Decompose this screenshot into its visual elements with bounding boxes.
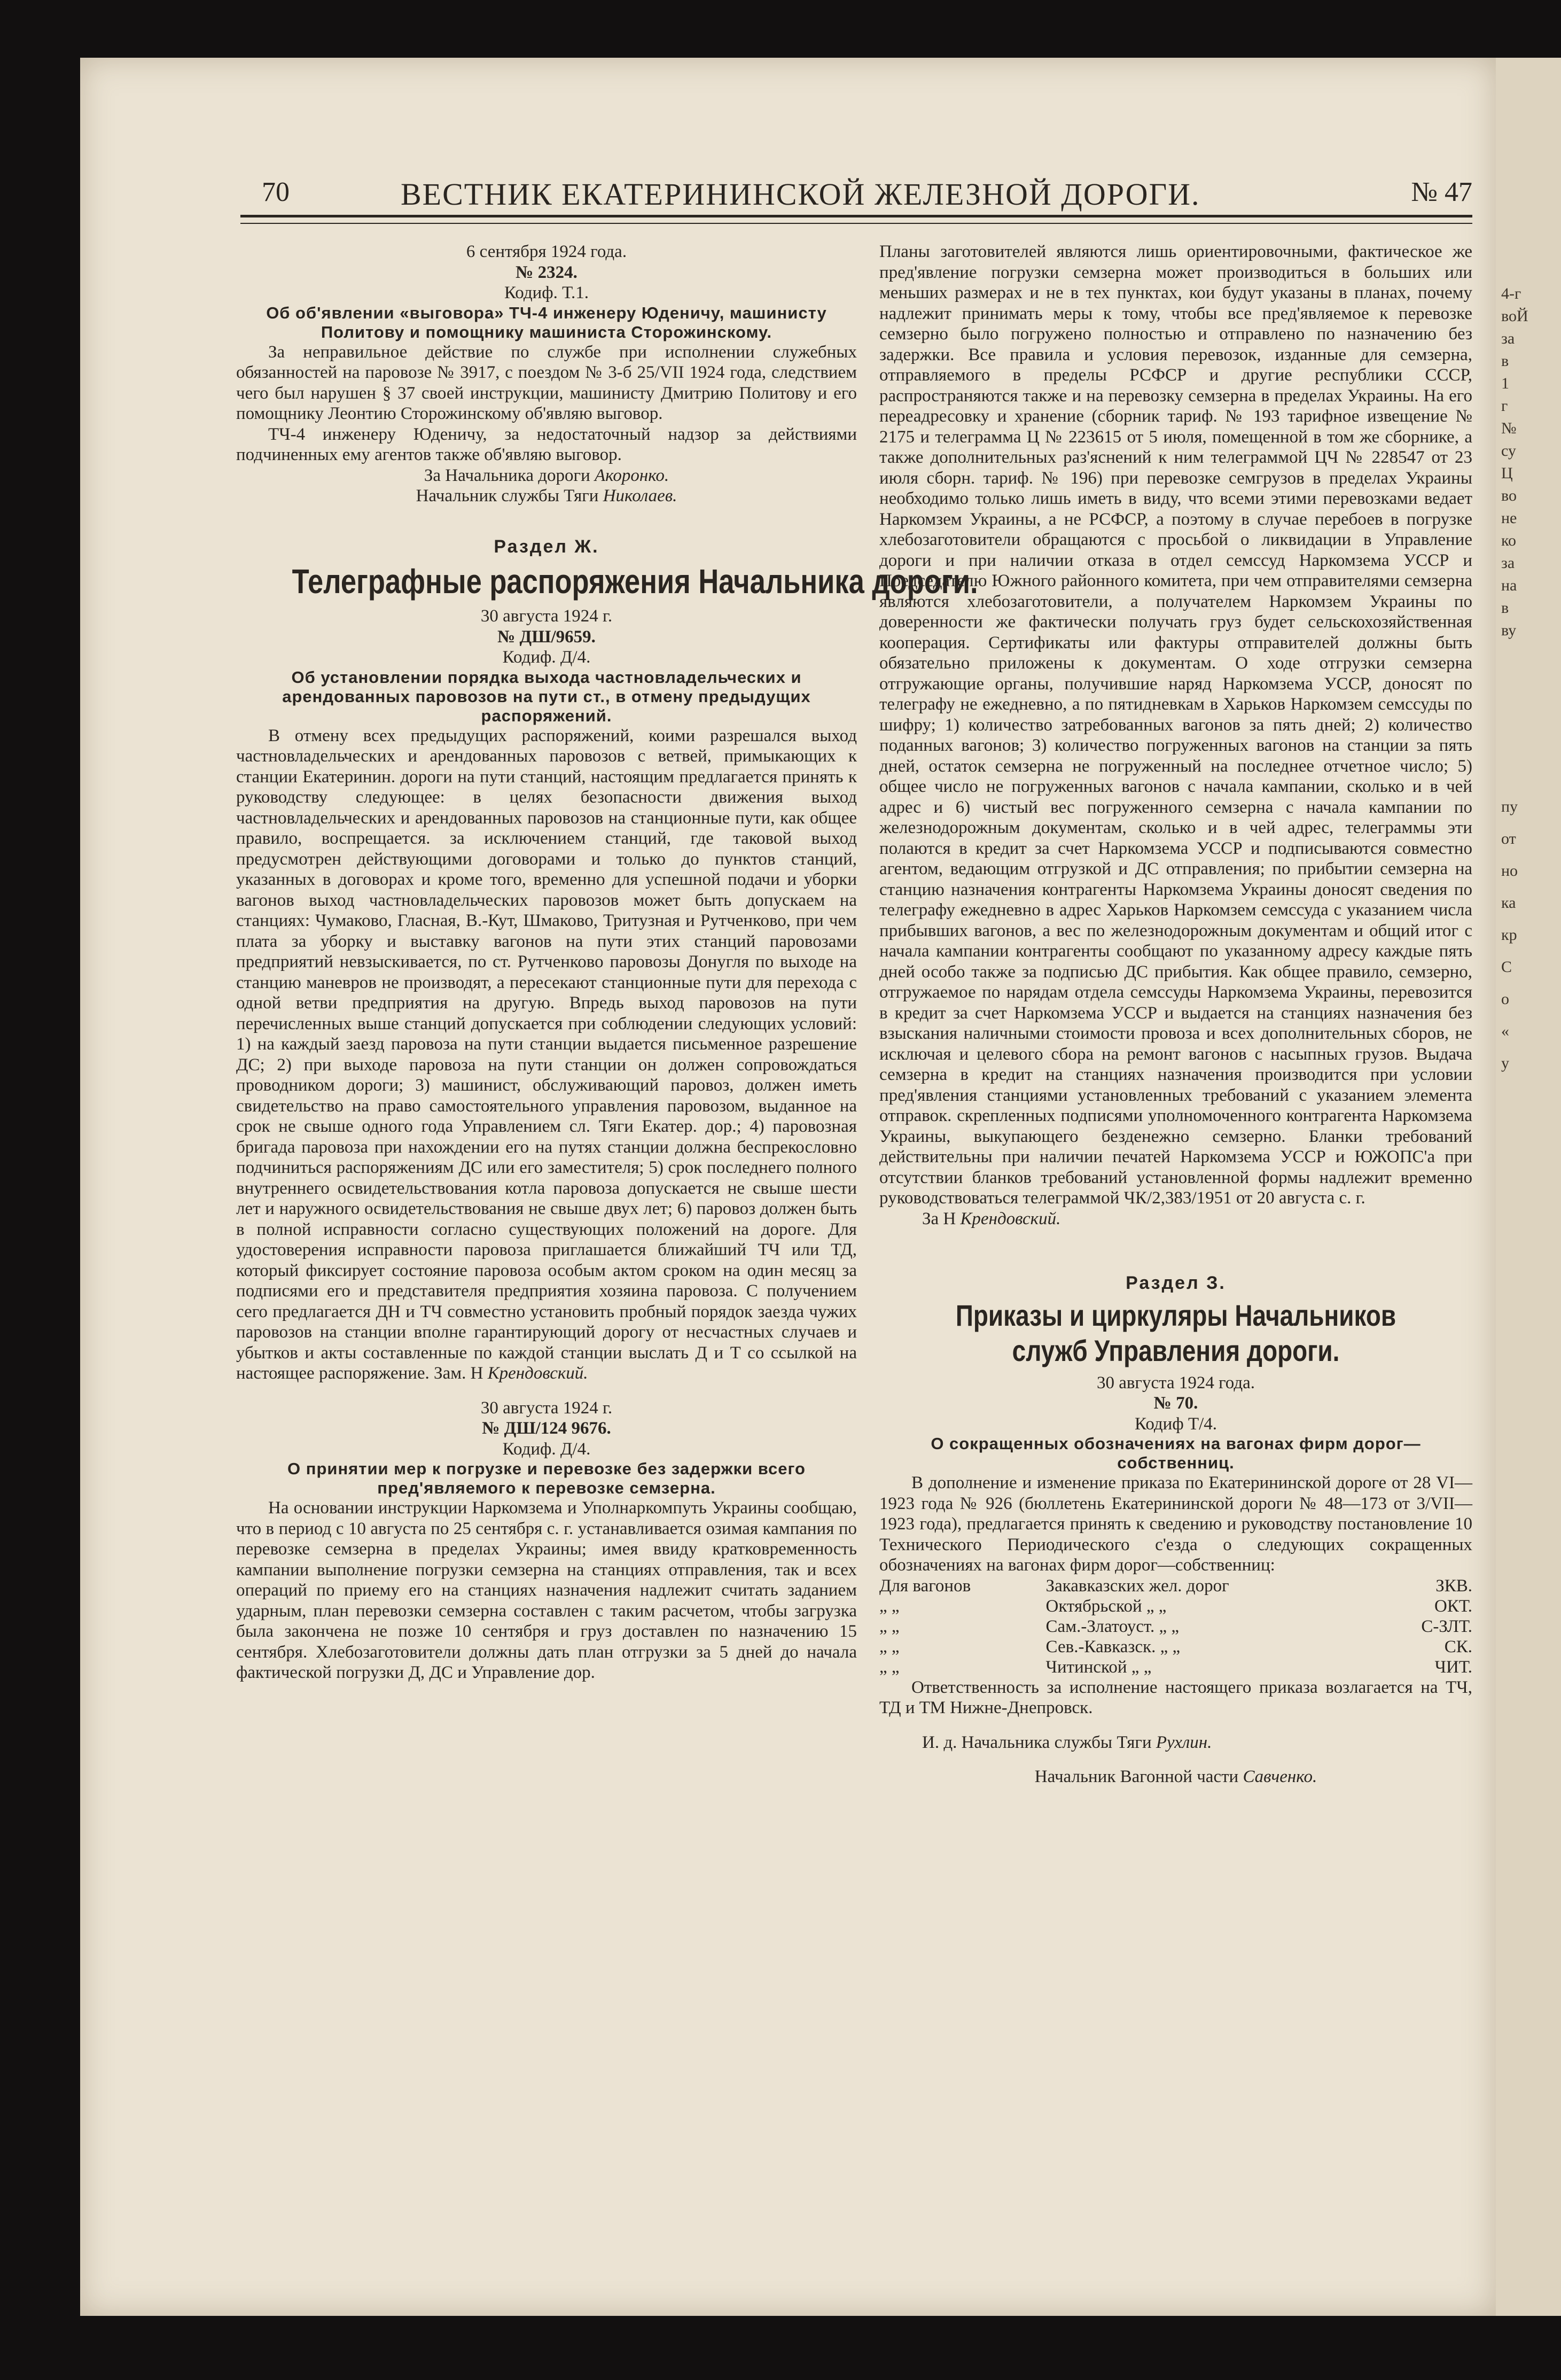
code-row-railway: Закавказских жел. дорог [1045, 1576, 1229, 1596]
order-date: 30 августа 1924 года. [1096, 1373, 1255, 1393]
adjacent-page-text: о [1501, 990, 1509, 1008]
order-codif: Кодиф. Т.1. [504, 283, 589, 302]
adjacent-page-text: за [1501, 330, 1515, 347]
code-row-abbreviation: ЧИТ. [1434, 1657, 1472, 1677]
code-row-prefix: „ „ [879, 1596, 900, 1616]
order-title: Об об'явлении «выговора» ТЧ-4 инженеру Юденичу, машинисту Политову и помощнику машиниста Сторожинскому. [266, 303, 827, 341]
section-label: Раздел Ж. [494, 536, 599, 557]
order-codif: Кодиф. Д/4. [502, 1439, 591, 1459]
order-number: № 70. [1153, 1394, 1198, 1413]
order-paragraph: Ответственность за исполнение настоящего приказа возлагается на ТЧ, ТД и ТМ Нижне-Днепровск. [879, 1677, 1472, 1717]
adjacent-page-text: на [1501, 577, 1517, 594]
order-date: 6 сентября 1924 года. [466, 242, 627, 261]
signature-line: И. д. Начальника службы Тяги Рухлин. [922, 1732, 1212, 1752]
signature-name: Крендовский. [960, 1209, 1061, 1228]
adjacent-page-text: 1 [1501, 375, 1509, 392]
adjacent-page-text: не [1501, 509, 1517, 527]
adjacent-page-text: ко [1501, 532, 1517, 549]
adjacent-page-text: г [1501, 397, 1508, 415]
adjacent-page-text: су [1501, 442, 1516, 460]
signature-name: Акоронко. [594, 465, 669, 485]
code-row-abbreviation: ЗКВ. [1435, 1576, 1472, 1596]
code-row-prefix: „ „ [879, 1637, 900, 1656]
code-row [879, 1616, 1472, 1637]
issue-number: № 47 [1411, 177, 1472, 207]
page-header [262, 176, 1472, 212]
adjacent-page-text: пу [1501, 798, 1518, 815]
code-row-railway: Сев.-Кавказск. „ „ [1045, 1637, 1181, 1656]
adjacent-page-text: у [1501, 1054, 1509, 1072]
code-row [879, 1637, 1472, 1657]
section-heading: Приказы и циркуляры Начальников служб Управления дороги. [955, 1298, 1396, 1367]
adjacent-page-text: в [1501, 599, 1509, 617]
adjacent-page-text: 4-г [1501, 285, 1521, 302]
order-body: В отмену всех предыдущих распоряжений, коими разрешался выход частновладельческих и арендованных паровозов с ветвей, примыкающих к станции Екатеринин. дороги на пути станций, настоящим предлагается принять к руководству следующее: в целях безопасности движения выход частновладельческих и арендованных паровозов на станционные пути, как общее правило, воспрещается. за исключением станций, где таковой выход предусмотрен действующими договорами и только до пунктов станций, указанных в договорах и кроме того, временно для успешной подачи и уборки вагонов выход частновладельческих паровозов может быть допускаем на станциях: Чумаково, Гласная, В.-Кут, Шмаково, Тритузная и Рутченково, при чем плата за уборку и выставку вагонов на пути этих станций паровозами предприятий невзыскивается, по ст. Рутченково паровозы Донугля по выходе на станцию маневров не производят, а пересекают станционные пути для перехода с одной ветви предприятия на другую. Впредь выход паровозов на пути перечисленных выше станций допускается при соблюдении следующих условий: 1) на каждый заезд паровоза на пути станции выдается письменное разрешение ДС; 2) при выходе паровоза на пути станции он должен сопровождаться проводником дороги; 3) машинист, обслуживающий паровоз, должен иметь свидетельство на право самостоятельного управления паровозом, выданное на срок не свыше одного года Управлением сл. Тяги Екатер. дор.; 4) паровозная бригада паровоза при нахождении его на путях станции должна беспрекословно подчиниться распоряжениям ДС или его заместителя; 5) срок последнего полного внутреннего освидетельствования котла паровоза допускается не свыше шести лет и наружного освидетельствования не свыше двух лет; 6) паровоз должен быть в полной исправности согласно существующих положений на дороге. Для удостоверения исправности паровоза приглашается ближайший ТЧ или ТД, который фиксирует состояние паровоза особым актом сроком на один месяц за подписями его и представителя предприятия хозяина паровоза. С получением сего предлагается ДН и ТЧ совместно установить пробный порядок заезда чужих паровозов на станции вполне гарантирующий дорогу от несчастных случаев и убытков и акты составленные по каждой станции выслать Д и Т со ссылкой на настоящее распоряжение. Зам. Н Крендовский. [236, 726, 857, 1383]
signature-line: Начальник Вагонной части Савченко. [1034, 1767, 1317, 1786]
order-body: На основании инструкции Наркомзема и Уполнаркомпуть Украины сообщаю, что в период с 10 августа по 25 сентября с. г. устанавливается озимая кампания по перевозке семзерна в пределах Украины; имея ввиду кратковременность кампании выполнение погрузки семзерна на станциях отправления, так и всех операций по приему его на станциях назначения надлежит считать заданием ударным, план перевозки семзерна составлен с таким расчетом, чтобы загрузка была закончена не позже 10 сентября и груз доставлен по назначению 15 сентября. Хлебозаготовители должны дать план отгрузки за 5 дней до начала фактической погрузки Д, ДС и Управление дор. [236, 1498, 857, 1682]
order-number: № 2324. [516, 262, 577, 282]
signature-line: За Начальника дороги Акоронко. [424, 465, 669, 485]
adjacent-page-text: но [1501, 862, 1518, 880]
code-row-prefix: „ „ [879, 1616, 900, 1636]
signature-name: Крендовский. [487, 1364, 588, 1383]
signature-name: Николаев. [603, 486, 677, 505]
adjacent-page-text: воЙ [1501, 307, 1528, 325]
signature-name: Савченко. [1243, 1767, 1317, 1786]
adjacent-page-text: № [1501, 419, 1517, 437]
order-codif: Кодиф Т/4. [1134, 1414, 1217, 1434]
code-row-railway: Сам.-Златоуст. „ „ [1045, 1616, 1180, 1636]
order-title: О принятии мер к погрузке и перевозке без задержки всего пред'являемого к перевозке семзерна. [287, 1459, 806, 1497]
order-body: В дополнение и изменение приказа по Екатерининской дороге от 28 VI—1923 года № 926 (бюллетень Екатерининской дороги № 48—173 от 3/VII—1923 года), предлагается принять к сведению и руководству постановление 10 Технического Периодического с'езда о следующих сокращенных обозначениях на вагонах фирм дорог—собственниц: [879, 1473, 1472, 1575]
code-row [879, 1657, 1472, 1677]
order-number: № ДШ/9659. [497, 627, 596, 647]
section-label: Раздел З. [1126, 1273, 1226, 1293]
journal-title: ВЕСТНИК ЕКАТЕРИНИНСКОЙ ЖЕЛЕЗНОЙ ДОРОГИ. [401, 177, 1200, 212]
order-date: 30 августа 1924 г. [480, 1398, 613, 1418]
code-row-prefix: Для вагонов [879, 1576, 971, 1596]
code-row-abbreviation: СК. [1444, 1637, 1472, 1656]
adjacent-page-text: С [1501, 958, 1512, 976]
code-row-prefix: „ „ [879, 1657, 900, 1677]
signature-line: За Н Крендовский. [922, 1209, 1061, 1228]
adjacent-page-text: за [1501, 554, 1515, 572]
order-title: Об установлении порядка выхода частновладельческих и арендованных паровозов на пути ст., в отмену предыдущих распоряжений. [282, 667, 811, 725]
order-paragraph: ТЧ-4 инженеру Юденичу, за недостаточный надзор за действиями подчиненных ему агентов также об'являю выговор. [236, 424, 857, 464]
adjacent-page-text: Ц [1501, 464, 1513, 482]
right-column [879, 242, 1472, 1787]
order-number: № ДШ/124 9676. [482, 1419, 611, 1438]
adjacent-page-text: во [1501, 487, 1517, 504]
order-codif: Кодиф. Д/4. [502, 648, 591, 667]
adjacent-page-text: « [1501, 1022, 1509, 1040]
order-paragraph: За неправильное действие по службе при исполнении служебных обязанностей на паровозе № 3917, с поездом № 3-б 25/VII 1924 года, следствием чего был нарушен § 37 своей инструкции, машинисту Дмитрию Политову и его помощнику Леонтию Сторожинскому об'являю выговор. [236, 342, 857, 423]
adjacent-page-text: кр [1501, 926, 1517, 944]
code-row [879, 1576, 1472, 1596]
code-row-abbreviation: ОКТ. [1434, 1596, 1472, 1616]
signature-name: Рухлин. [1156, 1732, 1212, 1752]
signature-line: Начальник службы Тяги Николаев. [416, 486, 677, 505]
section-heading: Телеграфные распоряжения Начальника дороги. [292, 562, 978, 601]
page-number: 70 [262, 177, 290, 207]
code-row-railway: Октябрьской „ „ [1045, 1596, 1167, 1616]
order-continuation: Планы заготовителей являются лишь ориентировочными, фактическое же пред'явление погрузки семзерна может производиться в больших или меньших размерах и не в тех пунктах, кои будут указаны в планах, почему надлежит принимать меры к тому, чтобы все пред'являемое к перевозке семзерно было погружено полностью и отправлено по назначению без задержки. Все правила и условия перевозок, изданные для семзерна, отправляемого в пределы РСФСР и другие республики СССР, распространяются также и на перевозку семзерна в пределах Украины. На его переадресовку и хранение (сборник тариф. № 193 тарифное извещение № 2175 и телеграмма Ц № 223615 от 5 июля, помещенной в том же сборнике, а также дополнительных раз'яснений к ним телеграммой ЦЧ № 228547 от 23 июля сборн. тариф. № 196) при перевозке семгрузов в пределах Украины необходимо только лишь иметь в виду, что всеми этими перевозками ведает Наркомзем Украины, а не РСФСР, а поэтому в случае перебоев в погрузке хлебозаготовители обращаются с просьбой о ликвидации в Управление дороги и при наличии отказа в отдел семссуд Наркомзема УССР и Председателю Южного районного комитета, при чем отправителями семзерна являются хлебозаготовители, а получателем Наркомзем Украины по доверенности же фактически получать груз будет сельскохозяйственная кооперация. Сертификаты или фактуры отправителей должны быть обязательно приложены к документам. О ходе отгрузки семзерна отгружающие органы, получившие наряд Наркомзема УССР, доносят по телеграфу не ежедневно, а по пятидневкам в Харьков Наркомзем семссуды по шифру; 1) количество затребованных вагонов за пять дней; 2) количество поданных вагонов; 3) количество погруженных вагонов на станции за пять дней, остаток семзерна не погруженный на последнее отчетное число; 5) общее число не погруженных вагонов с начала кампании, сколько и в чей адрес и 6) чистый вес погруженного семзерна с начала кампании по железнодорожным документам, сколько и в чей адрес, телеграммы эти полаются в кредит за счет Наркомзема УССР и подписываются совместно агентом, ведающим отгрузкой и ДС отправления; по прибытии семзерна на станцию назначения контрагенты Наркомзема Украины доносят сведения по телеграфу ежедневно в адрес Харьков Наркомзем семссуда с указанием числа прибывших вагонов, а вес по железнодорожным документам и общий итог с начала кампании контрагенты сообщают по указанному адресу каждые пять дней особо также за подписью ДС прибытия. Как общее правило, семзерно, отгружаемое по нарядам отдела семссуды Наркомзема Украины, перевозится в кредит за счет Наркомзема УССР и выдается на станциях назначения без взыскания наличными стоимости провоза и всех дополнительных сборов, не исключая и целевого сбора на ремонт вагонов с насыпных грузов. Выдача семзерна в кредит на станциях назначения производится при условии пред'явления станциями установленных требований с указанием элемента отправок. скрепленных подписями уполномоченного контрагента Наркомзема Украины, выкупающего безденежно семзерно. Бланки требований действительны при наличии печатей Наркомзема УССР и ЮЖОПС'а при отсутствии бланков требований установленной формы надлежит временно руководствоваться телеграммой ЧК/2,383/1951 от 20 августа с. г. [879, 242, 1472, 1208]
code-row-abbreviation: С-ЗЛТ. [1421, 1616, 1472, 1636]
header-rule [240, 215, 1472, 224]
adjacent-page-text: от [1501, 830, 1516, 847]
code-row-railway: Читинской „ „ [1045, 1657, 1152, 1677]
adjacent-page-text: ка [1501, 894, 1516, 912]
order-title: О сокращенных обозначениях на вагонах фирм дорог—собственниц. [931, 1434, 1421, 1472]
adjacent-page-fragment [1496, 58, 1561, 2316]
code-table [879, 1576, 1472, 1677]
code-row [879, 1596, 1472, 1616]
adjacent-page-text: в [1501, 352, 1509, 370]
adjacent-page-text: ву [1501, 621, 1517, 639]
order-date: 30 августа 1924 г. [480, 606, 613, 626]
